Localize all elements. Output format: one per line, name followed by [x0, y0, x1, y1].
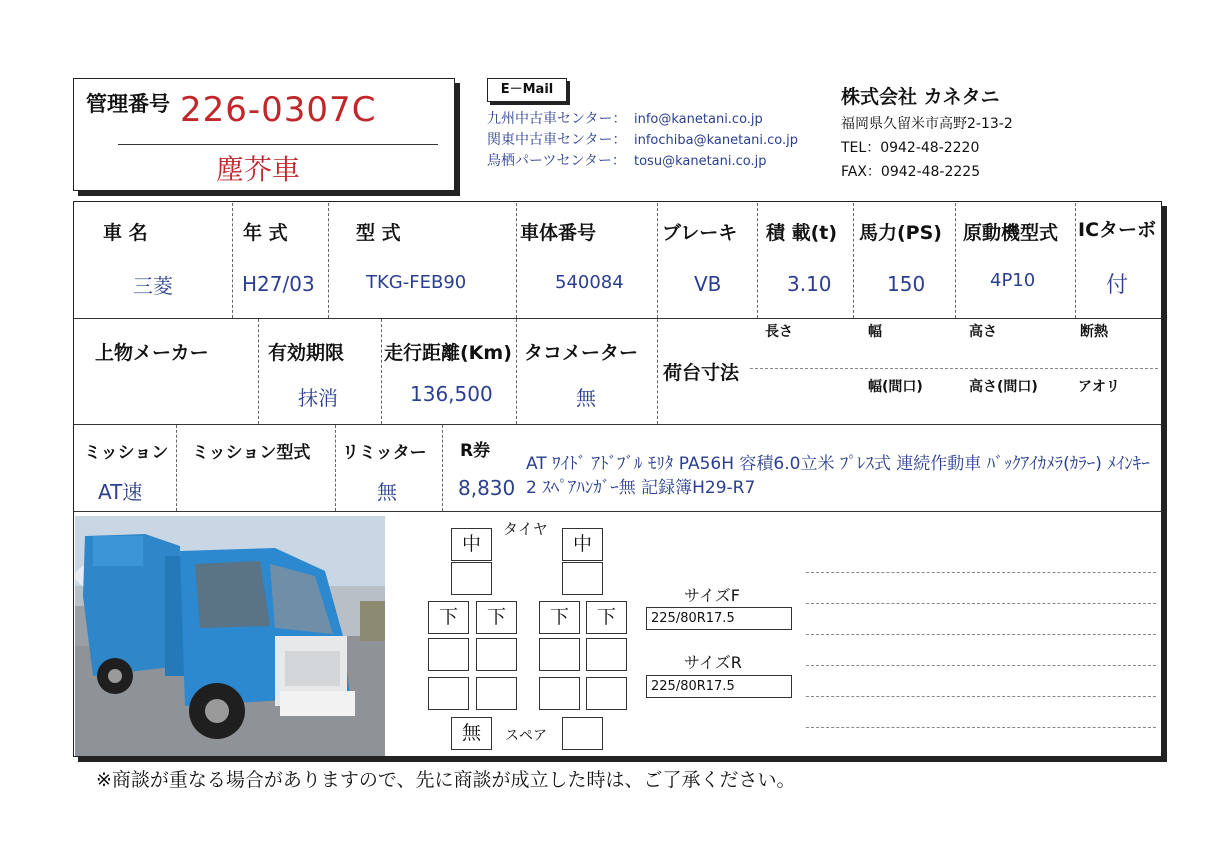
- col-divider: [757, 203, 758, 318]
- bed-insulation-label: 断熱: [1080, 324, 1108, 340]
- email-tag: E－Mail: [487, 78, 567, 102]
- col-divider: [232, 203, 233, 318]
- value-engine-model: 4P10: [990, 270, 1036, 291]
- size-front-label: サイズF: [684, 586, 740, 605]
- tire-front-right-blank: [562, 562, 603, 595]
- notice: ※商談が重なる場合がありますので、先に商談が成立した時は、ご了承ください。: [96, 769, 796, 791]
- col-divider: [1075, 203, 1076, 318]
- col-divider: [381, 319, 382, 424]
- email-row-tosu: [487, 150, 766, 170]
- email-row-kanto: [487, 129, 798, 149]
- header-engine-model: 原動機型式: [963, 222, 1059, 244]
- bed-divider: [750, 368, 1158, 369]
- note-line: [806, 572, 1156, 573]
- note-line: [806, 727, 1156, 728]
- value-payload: 3.10: [787, 272, 832, 296]
- tire-blank: [539, 677, 580, 710]
- value-horsepower: 150: [887, 272, 926, 296]
- tire-blank: [476, 677, 517, 710]
- management-number: 226-0307C: [180, 90, 377, 130]
- value-make: 三菱: [133, 274, 173, 298]
- management-label: 管理番号: [86, 92, 170, 116]
- header-payload: 積 載(t): [766, 222, 838, 244]
- tire-spare-blank: [562, 717, 603, 750]
- header-model: 型 式: [356, 222, 401, 244]
- bed-height-label: 高さ: [969, 324, 997, 340]
- col-divider: [516, 203, 517, 318]
- value-mileage: 136,500: [410, 382, 493, 406]
- size-rear-value: 225/80R17.5: [646, 675, 792, 698]
- header-mileage: 走行距離(Km): [384, 342, 512, 364]
- tire-blank: [539, 638, 580, 671]
- tire-front-left: 中: [451, 528, 492, 561]
- email-link[interactable]: infochiba@kanetani.co.jp: [634, 133, 799, 148]
- email-link[interactable]: tosu@kanetani.co.jp: [634, 154, 767, 169]
- value-limiter: 無: [377, 480, 397, 504]
- email-link[interactable]: info@kanetani.co.jp: [634, 112, 763, 127]
- email-row-kyushu: [487, 108, 763, 128]
- note-line: [806, 603, 1156, 604]
- header-transmission: ミッション: [84, 443, 169, 463]
- row-divider: [74, 424, 1162, 425]
- row-divider: [74, 318, 1162, 319]
- vehicle-photo: [75, 516, 385, 756]
- tire-blank: [586, 638, 627, 671]
- header-brake: ブレーキ: [662, 222, 738, 244]
- tire-blank: [428, 677, 469, 710]
- header-inspection-expiry: 有効期限: [268, 342, 345, 364]
- remarks: AT ﾜｲﾄﾞ ｱﾄﾞﾌﾞﾙ ﾓﾘﾀ PA56H 容積6.0立米 ﾌﾟﾚｽ式 連続作動車 ﾊﾞｯｸｱｲｶﾒﾗ(ｶﾗｰ) ﾒｲﾝｷｰ2 ｽﾍﾟｱﾊﾝｶﾞｰ無 記録簿H29-R7: [526, 454, 1150, 498]
- row-divider: [74, 511, 1162, 512]
- header-body-maker: 上物メーカー: [95, 342, 209, 364]
- value-transmission: AT速: [98, 480, 143, 504]
- col-divider: [442, 425, 443, 511]
- tire-rear-inner-left: 下: [476, 601, 517, 634]
- vehicle-type: 塵芥車: [216, 153, 301, 186]
- note-line: [806, 634, 1156, 635]
- value-tachometer: 無: [576, 386, 596, 410]
- header-ic-turbo: ICターボ: [1078, 219, 1157, 241]
- header-transmission-model: ミッション型式: [192, 443, 311, 463]
- col-divider: [258, 319, 259, 424]
- tire-spare-label: スペア: [505, 728, 547, 744]
- header-make: 車 名: [103, 222, 148, 244]
- company-name: 株式会社 カネタニ: [841, 86, 1000, 108]
- value-model: TKG-FEB90: [366, 272, 467, 293]
- size-front-value: 225/80R17.5: [646, 607, 792, 630]
- email-center-label: 九州中古車センター：: [487, 111, 627, 127]
- col-divider: [335, 425, 336, 511]
- col-divider: [657, 203, 658, 318]
- header-r-ticket: R券: [460, 441, 491, 461]
- header-chassis-number: 車体番号: [520, 222, 597, 244]
- tire-blank: [428, 638, 469, 671]
- col-divider: [516, 319, 517, 424]
- tire-title: タイヤ: [503, 520, 548, 538]
- tire-front-right: 中: [562, 528, 603, 561]
- value-chassis-number: 540084: [555, 272, 624, 293]
- garbage-truck-image: [75, 516, 385, 756]
- bed-width-label: 幅: [868, 324, 882, 340]
- tire-blank: [476, 638, 517, 671]
- tire-spare: 無: [451, 717, 492, 750]
- tire-front-left-blank: [451, 562, 492, 595]
- tire-rear-outer-right: 下: [586, 601, 627, 634]
- bed-opening-height-label: 高さ(間口): [969, 379, 1038, 395]
- col-divider: [328, 203, 329, 318]
- col-divider: [853, 203, 854, 318]
- email-center-label: 鳥栖パーツセンター：: [487, 153, 626, 169]
- company-address: 福岡県久留米市高野2-13-2: [841, 116, 1013, 132]
- bed-opening-width-label: 幅(間口): [868, 379, 923, 395]
- header-tachometer: タコメーター: [524, 342, 639, 364]
- col-divider: [176, 425, 177, 511]
- size-rear-label: サイズR: [684, 653, 742, 672]
- management-divider: [118, 144, 438, 145]
- tire-rear-outer-left: 下: [428, 601, 469, 634]
- value-inspection-expiry: 抹消: [298, 386, 338, 410]
- header-limiter: リミッター: [342, 443, 427, 463]
- company-fax: FAX：0942-48-2225: [841, 164, 981, 180]
- header-year: 年 式: [243, 222, 288, 244]
- bed-dimensions-label: 荷台寸法: [663, 362, 740, 384]
- note-line: [806, 696, 1156, 697]
- tire-rear-inner-right: 下: [539, 601, 580, 634]
- email-center-label: 関東中古車センター：: [487, 132, 627, 148]
- value-year: H27/03: [242, 272, 315, 296]
- tire-blank: [586, 677, 627, 710]
- note-line: [806, 665, 1156, 666]
- bed-gate-label: アオリ: [1078, 379, 1120, 395]
- header-horsepower: 馬力(PS): [859, 222, 942, 244]
- value-ic-turbo: 付: [1106, 273, 1129, 298]
- value-r-ticket: 8,830: [458, 476, 516, 500]
- bed-length-label: 長さ: [765, 324, 793, 340]
- value-brake: VB: [694, 272, 722, 296]
- col-divider: [657, 319, 658, 424]
- col-divider: [955, 203, 956, 318]
- company-tel: TEL：0942-48-2220: [841, 140, 980, 156]
